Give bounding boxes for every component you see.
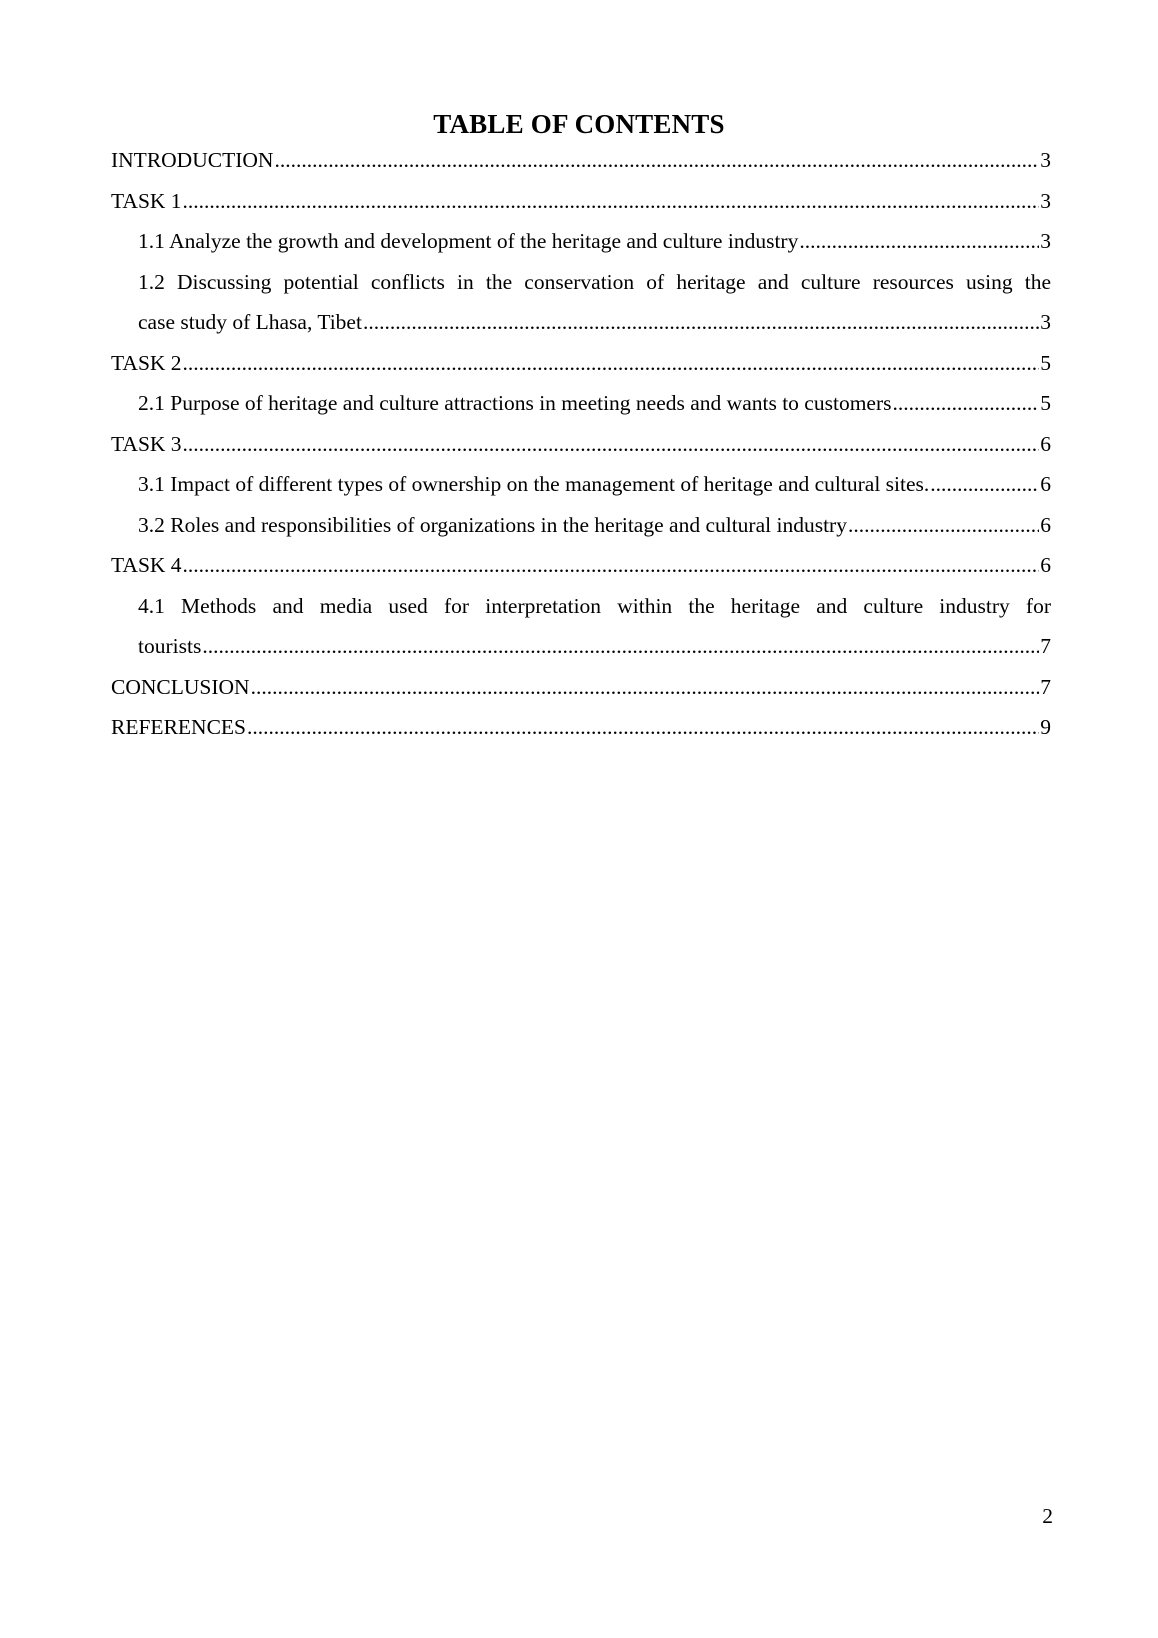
toc-entry-text-line1: 1.2 Discussing potential conflicts in the conservation of heritage and culture resources using the [138,269,1051,294]
toc-leader-dots [799,221,1039,262]
toc-entry-text: 1.1 Analyze the growth and development of the heritage and culture industry [138,229,799,253]
toc-leader-dots [251,667,1040,708]
toc-entry-1-1[interactable] [111,221,1051,262]
toc-page-number: 6 [1040,553,1051,577]
toc-page-number: 9 [1040,715,1051,739]
toc-page-number: 7 [1040,674,1051,699]
toc-entry-2-1[interactable] [111,383,1051,424]
toc-entry-4-1[interactable] [111,586,1051,667]
toc-page-number: 5 [1040,391,1051,415]
toc-page-number: 7 [1040,634,1051,658]
toc-entry-text: 3.1 Impact of different types of ownership on the management of heritage and cultural sites. [138,472,930,496]
toc-page-number: 6 [1040,472,1051,496]
toc-entry-task-2[interactable] [111,343,1051,384]
toc-leader-dots [183,343,1040,384]
toc-page-number: 3 [1040,148,1051,172]
toc-page-number: 6 [1040,431,1051,456]
toc-page-number: 3 [1040,310,1051,334]
toc-entry-conclusion[interactable] [111,667,1051,708]
toc-page-number: 5 [1040,350,1051,375]
toc-entry-text: 2.1 Purpose of heritage and culture attractions in meeting needs and wants to customers [138,391,892,415]
toc-entry-task-4[interactable] [111,545,1051,586]
toc-entry-text: case study of Lhasa, Tibet [138,310,362,334]
toc-leader-dots [202,626,1039,667]
toc-leader-dots [893,383,1040,424]
toc-entry-1-2[interactable] [111,262,1051,343]
toc-leader-dots [274,140,1039,181]
toc-entry-text: TASK 2 [111,350,182,375]
toc-entry-text: TASK 3 [111,431,182,456]
toc-page-number: 3 [1040,229,1051,253]
toc-entry-text-line1: 4.1 Methods and media used for interpretation within the heritage and culture industry for [138,593,1051,618]
toc-entry-text: 3.2 Roles and responsibilities of organizations in the heritage and cultural industry [138,512,847,537]
toc-entry-text: TASK 4 [111,553,182,577]
toc-entry-task-1[interactable] [111,181,1051,222]
toc-entry-text: tourists [138,634,202,658]
toc-entry-text: CONCLUSION [111,674,250,699]
toc-page-number: 6 [1040,512,1051,537]
toc-entry-task-3[interactable] [111,424,1051,465]
toc-leader-dots [183,424,1040,465]
toc-entry-text: TASK 1 [111,188,182,213]
toc-leader-dots [930,464,1039,505]
toc-leader-dots [848,505,1039,546]
toc-list [111,140,1051,748]
toc-entry-text: REFERENCES [111,715,246,739]
toc-entry-introduction[interactable] [111,140,1051,181]
toc-page-number: 3 [1040,188,1051,213]
toc-title: TABLE OF CONTENTS [433,109,725,139]
toc-leader-dots [363,302,1039,343]
page-number: 2 [1042,1504,1053,1528]
toc-leader-dots [183,181,1040,222]
toc-leader-dots [247,707,1039,748]
toc-entry-references[interactable] [111,707,1051,748]
toc-leader-dots [183,545,1040,586]
toc-entry-text: INTRODUCTION [111,148,274,172]
toc-entry-3-1[interactable] [111,464,1051,505]
toc-entry-3-2[interactable] [111,505,1051,546]
